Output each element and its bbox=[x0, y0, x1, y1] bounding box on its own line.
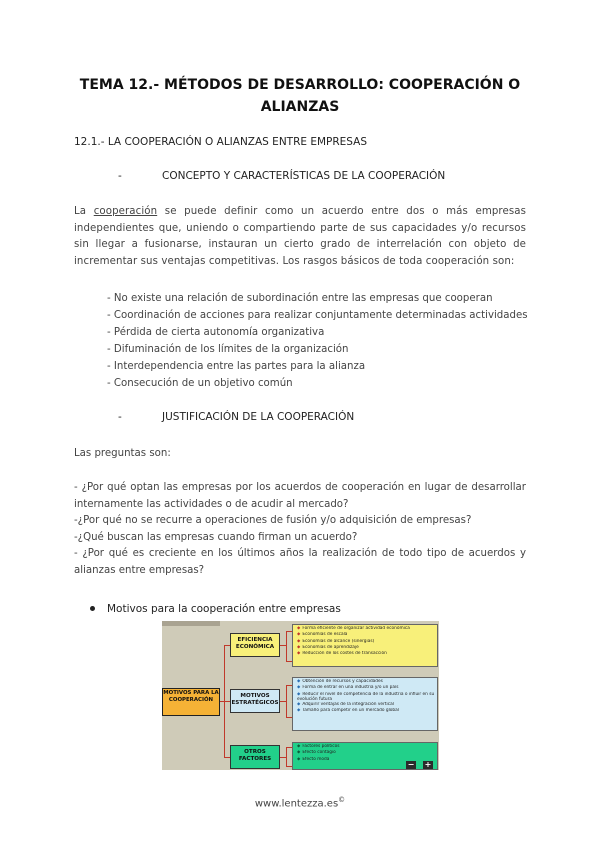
connector-line bbox=[286, 631, 287, 662]
copyright-mark: © bbox=[338, 796, 346, 804]
footer-link[interactable]: www.lentezza.es bbox=[254, 798, 339, 810]
question-item: -¿Por qué no se recurre a operaciones de fusión y/o adquisición de empresas? bbox=[74, 515, 472, 526]
subsection-label: CONCEPTO Y CARACTERÍSTICAS DE LA COOPERACIÓN bbox=[162, 170, 446, 182]
detail-item: ◆ Efecto moda bbox=[297, 756, 330, 762]
detail-item: ◆ Tamaño para competir en un mercado global bbox=[297, 708, 399, 714]
detail-box-other bbox=[292, 742, 438, 770]
dash-marker: - bbox=[118, 411, 122, 423]
list-item: - Coordinación de acciones para realizar conjuntamente determinadas actividades bbox=[107, 310, 528, 321]
detail-item: ◆ Reducir el nivel de competencia de la industria o influir en su evolución futura bbox=[297, 691, 435, 702]
branch-node-strategic: MOTIVOS ESTRATÉGICOS bbox=[230, 689, 280, 713]
motivos-diagram bbox=[162, 621, 439, 770]
list-item: - Pérdida de cierta autonomía organizativa bbox=[107, 327, 325, 338]
detail-item: ◆ Obtención de recursos y capacidades bbox=[297, 679, 383, 684]
para-prefix: La bbox=[74, 206, 87, 217]
subsection-label: JUSTIFICACIÓN DE LA COOPERACIÓN bbox=[162, 411, 355, 423]
question-item: - ¿Por qué optan las empresas por los acuerdos de cooperación en lugar de desarrollar internamente las actividades o de acudir al mercado? bbox=[74, 482, 526, 510]
detail-box-strategic bbox=[292, 677, 438, 731]
section-heading: 12.1.- LA COOPERACIÓN O ALIANZAS ENTRE EMPRESAS bbox=[74, 136, 368, 148]
connector-line bbox=[286, 685, 287, 718]
diagram-root-node: MOTIVOS PARA LA COOPERACIÓN bbox=[162, 688, 220, 716]
page-title bbox=[60, 74, 540, 118]
collapse-button[interactable]: − bbox=[407, 760, 415, 769]
connector-line bbox=[286, 747, 287, 767]
branch-node-efficiency: EFICIENCIA ECONÓMICA bbox=[230, 633, 280, 657]
footer-url bbox=[0, 796, 600, 809]
list-item: - Consecución de un objetivo común bbox=[107, 378, 293, 389]
detail-item: ◆ Forma de entrar en una industria y/o un país bbox=[297, 685, 399, 691]
detail-item: ◆ Efecto contagio bbox=[297, 750, 336, 756]
features-list bbox=[107, 290, 528, 392]
detail-box-efficiency bbox=[292, 624, 438, 667]
questions-intro: Las preguntas son: bbox=[74, 448, 171, 459]
motivos-heading-text: Motivos para la cooperación entre empresas bbox=[107, 603, 341, 615]
detail-item: ◆ Economías de aprendizaje bbox=[297, 644, 359, 650]
detail-item: ◆ Adquirir ventajas de la integración vertical bbox=[297, 702, 394, 707]
page-title-line-2: ALIANZAS bbox=[260, 99, 340, 115]
list-item: - Interdependencia entre las partes para la alianza bbox=[107, 361, 366, 372]
bullet-icon bbox=[90, 606, 95, 611]
dash-marker: - bbox=[118, 170, 122, 182]
motivos-heading bbox=[90, 603, 341, 615]
detail-item: ◆ Forma eficiente de organizar actividad económica bbox=[297, 626, 410, 631]
detail-item: ◆ Reducción de los costes de transacción bbox=[297, 651, 387, 657]
list-item: - Difuminación de los límites de la organización bbox=[107, 344, 349, 355]
definition-paragraph bbox=[74, 204, 526, 270]
list-item: - No existe una relación de subordinación entre las empresas que cooperan bbox=[107, 293, 493, 304]
questions-list bbox=[74, 480, 526, 579]
detail-item: ◆ Economías de alcance (sinergias) bbox=[297, 638, 375, 644]
question-item: -¿Qué buscan las empresas cuando firman un acuerdo? bbox=[74, 531, 358, 543]
detail-item: ◆ Economías de escala bbox=[297, 632, 348, 638]
question-item: - ¿Por qué es creciente en los últimos años la realización de todo tipo de acuerdos y alianzas entre empresas? bbox=[74, 548, 526, 576]
diagram-top-strip bbox=[162, 621, 220, 626]
branch-node-other: OTROS FACTORES bbox=[230, 745, 280, 769]
para-rest: se puede definir como un acuerdo entre dos o más empresas independientes que, uniendo o compartiendo parte de sus capacidades y/o recursos sin llegar a fusionarse, instauran un cierto grado de interrelación con objeto de incrementar sus ventajas competitivas. Los rasgos básicos de toda cooperación son: bbox=[74, 206, 527, 267]
detail-item: ◆ Factores políticos bbox=[297, 744, 340, 749]
cooperation-term: cooperación bbox=[93, 206, 158, 217]
expand-button[interactable]: + bbox=[424, 760, 432, 769]
page-title-line-1: TEMA 12.- MÉTODOS DE DESARROLLO: COOPERACIÓN O bbox=[79, 77, 521, 93]
